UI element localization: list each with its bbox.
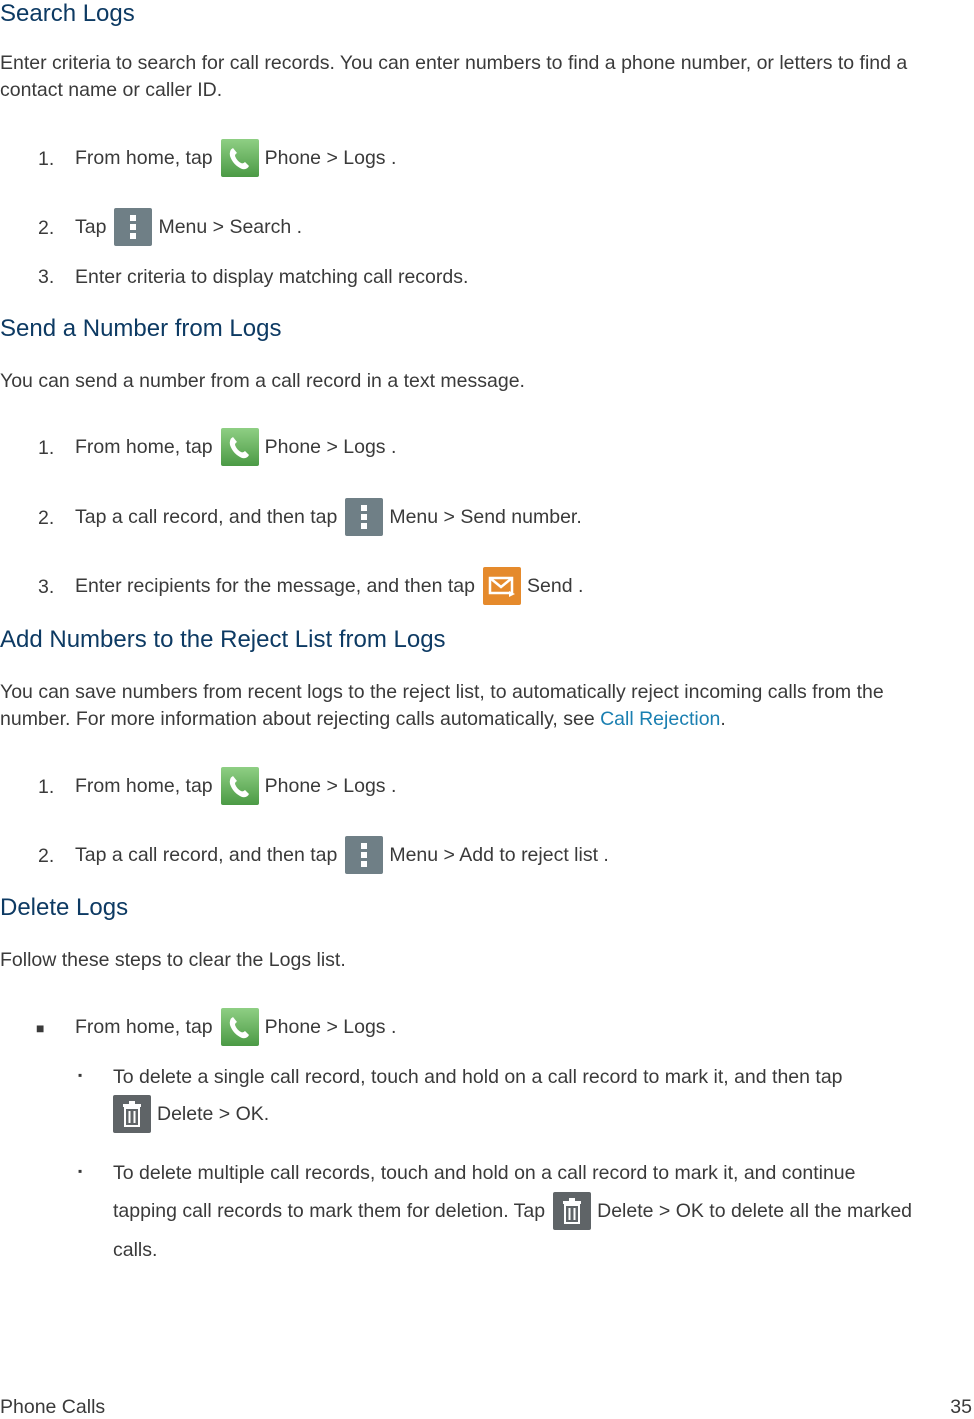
step-text: Phone > Logs .	[264, 1015, 397, 1038]
delete-sub2-line3: calls.	[113, 1239, 158, 1261]
search-step-1	[75, 128, 396, 188]
step-number: 2.	[38, 507, 55, 529]
delete-sub2-line2	[113, 1191, 912, 1231]
send-intro: You can send a number from a call record in a text message.	[0, 370, 525, 392]
step-number: 1.	[38, 148, 55, 170]
search-intro-line1: Enter criteria to search for call records. You can enter numbers to find a phone number, or letters to find a	[0, 52, 908, 74]
call-rejection-link[interactable]: Call Rejection	[600, 708, 721, 730]
small-square-bullet: ▪	[78, 1068, 83, 1082]
delete-icon[interactable]	[553, 1192, 591, 1230]
send-step-2	[75, 487, 582, 547]
step-text: Tap a call record, and then tap	[75, 505, 338, 528]
heading-delete-logs: Delete Logs	[0, 894, 129, 921]
reject-step-2	[75, 825, 609, 885]
step-text: Phone > Logs .	[264, 774, 397, 797]
step-text: Menu > Add to reject list .	[389, 843, 609, 866]
footer-chapter: Phone Calls	[0, 1396, 106, 1418]
step-text: Tap a call record, and then tap	[75, 843, 338, 866]
step-number: 2.	[38, 217, 55, 239]
delete-sub2-line1: To delete multiple call records, touch and hold on a call record to mark it, and continue	[113, 1162, 856, 1184]
menu-icon[interactable]	[345, 498, 383, 536]
step-text: Delete > OK.	[157, 1102, 270, 1125]
reject-step-1	[75, 756, 396, 816]
step-text: Delete > OK to delete all the marked	[597, 1199, 913, 1222]
delete-sub1-line1: To delete a single call record, touch and hold on a call record to mark it, and then tap	[113, 1066, 843, 1088]
reject-intro-line2: number. For more information about rejecting calls automatically, see	[0, 708, 601, 730]
step-number: 3.	[38, 576, 55, 598]
heading-send-number: Send a Number from Logs	[0, 315, 282, 342]
step-text: From home, tap	[75, 435, 213, 458]
delete-sub1-line2	[113, 1094, 269, 1134]
step-number: 2.	[38, 845, 55, 867]
step-text: tapping call records to mark them for deletion. Tap	[113, 1199, 546, 1222]
step-text: Phone > Logs .	[264, 146, 397, 169]
step-text: Menu > Search .	[158, 215, 303, 238]
menu-icon[interactable]	[345, 836, 383, 874]
reject-intro-line1: You can save numbers from recent logs to the reject list, to automatically reject incoming calls from the	[0, 681, 884, 703]
step-number: 3.	[38, 266, 55, 288]
phone-app-icon[interactable]	[221, 139, 259, 177]
send-step-1	[75, 417, 396, 477]
send-message-icon[interactable]	[483, 567, 521, 605]
step-number: 1.	[38, 776, 55, 798]
reject-intro-period: .	[720, 708, 726, 730]
search-step-3: Enter criteria to display matching call records.	[75, 266, 469, 288]
reject-intro	[0, 679, 974, 733]
step-text: Menu > Send number.	[389, 505, 582, 528]
delete-intro: Follow these steps to clear the Logs list.	[0, 949, 346, 971]
heading-reject-list: Add Numbers to the Reject List from Logs	[0, 626, 446, 653]
step-number: 1.	[38, 437, 55, 459]
step-text: Phone > Logs .	[264, 435, 397, 458]
delete-step	[75, 997, 396, 1057]
phone-app-icon[interactable]	[221, 428, 259, 466]
heading-search-logs: Search Logs	[0, 0, 135, 27]
step-text: Enter recipients for the message, and then tap	[75, 574, 475, 597]
small-square-bullet: ▪	[78, 1164, 83, 1178]
search-step-2	[75, 197, 302, 257]
search-intro	[0, 50, 974, 104]
step-text: From home, tap	[75, 1015, 213, 1038]
menu-icon[interactable]	[114, 208, 152, 246]
footer-page-number: 35	[950, 1396, 972, 1418]
step-text: Tap	[75, 215, 107, 238]
step-text: From home, tap	[75, 774, 213, 797]
step-text: From home, tap	[75, 146, 213, 169]
send-step-3	[75, 556, 583, 616]
phone-app-icon[interactable]	[221, 1008, 259, 1046]
search-intro-line2: contact name or caller ID.	[0, 79, 223, 101]
delete-icon[interactable]	[113, 1095, 151, 1133]
step-text: Send .	[527, 574, 584, 597]
square-bullet: ■	[36, 1020, 45, 1036]
phone-app-icon[interactable]	[221, 767, 259, 805]
